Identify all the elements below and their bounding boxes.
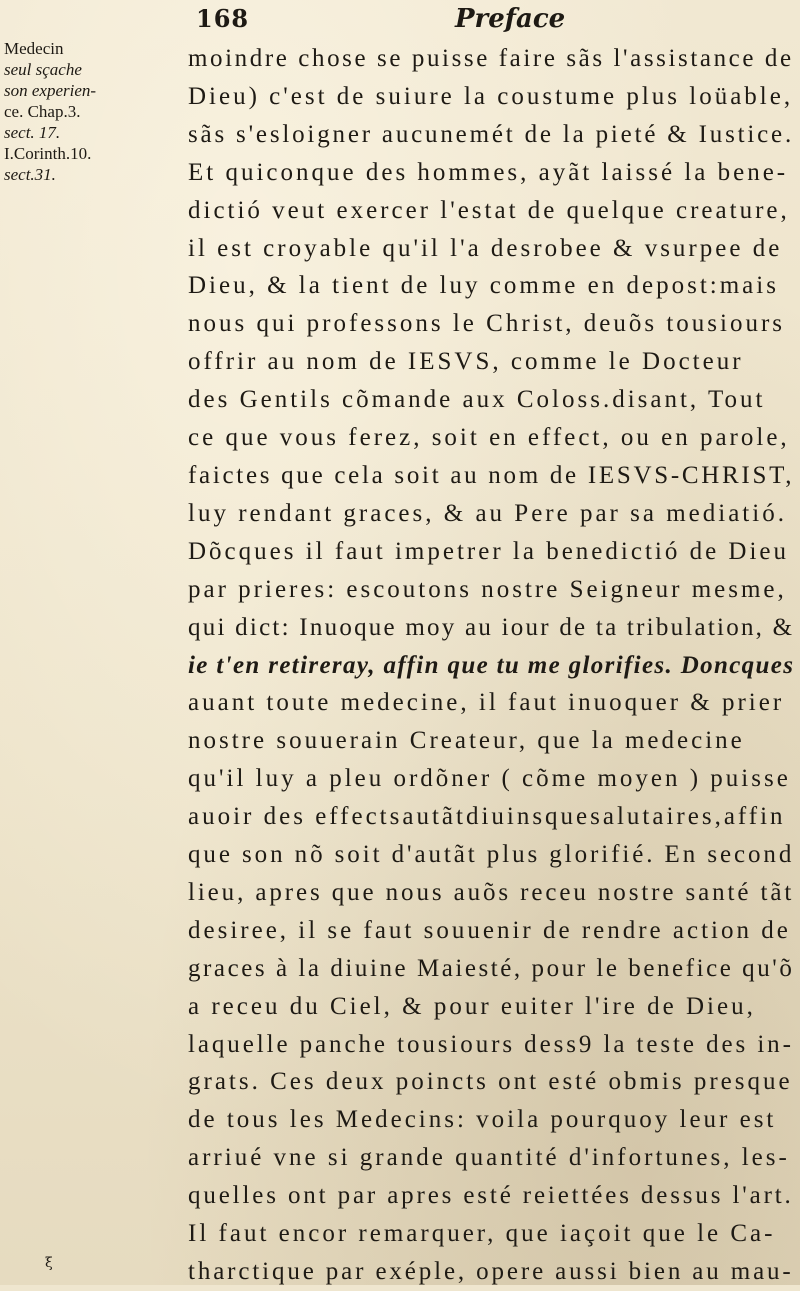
text-line: grats. Ces deux poincts ont esté obmis presque xyxy=(188,1068,793,1096)
text-line: auant toute medecine, il faut inuoquer & prier xyxy=(188,689,785,717)
margin-note: sect.31. xyxy=(4,165,56,184)
text-line: de tous les Medecins: voila pourquoy leur est xyxy=(188,1106,777,1134)
text-line: qu'il luy a pleu ordõner ( cõme moyen ) puisse xyxy=(188,765,791,793)
margin-note: I.Corinth.10. xyxy=(4,144,92,163)
text-line: tharctique par exéple, opere aussi bien au mau- xyxy=(188,1258,794,1285)
text-line: Dieu) c'est de suiure la coustume plus loüable, xyxy=(188,82,794,110)
text-line: offrir au nom de IESVS, comme le Docteur xyxy=(188,348,744,376)
text-line: qui dict: Inuoque moy au iour de ta tribulation, & xyxy=(188,613,794,641)
text-line: arriué vne si grande quantité d'infortunes, les- xyxy=(188,1144,790,1172)
text-line: desiree, il se faut souuenir de rendre action de xyxy=(188,916,791,944)
body-text xyxy=(188,40,794,1291)
margin-note: sect. 17. xyxy=(4,123,61,142)
page-number: 168 xyxy=(196,4,250,33)
margin-notes xyxy=(4,38,184,185)
text-line: moindre chose se puisse faire sãs l'assistance de xyxy=(188,45,794,72)
margin-note: Medecin xyxy=(4,39,64,58)
text-line: luy rendant graces, & au Pere par sa mediatió. xyxy=(188,499,787,527)
page-mark: ξ xyxy=(45,1255,53,1271)
text-line: Il faut encor remarquer, que iaçoit que le Ca- xyxy=(188,1220,776,1248)
page-header xyxy=(0,4,800,40)
text-line: quelles ont par apres esté reiettées dessus l'art. xyxy=(188,1182,794,1210)
text-line: a receu du Ciel, & pour euiter l'ire de Dieu, xyxy=(188,992,756,1020)
running-head: Preface xyxy=(455,4,566,34)
text-line: Dõcques il faut impetrer la benedictió de Dieu xyxy=(188,537,790,565)
text-line: que son nõ soit d'autãt plus glorifié. En second xyxy=(188,841,794,869)
text-line: auoir des effectsautãtdiuinsquesalutaires,affin xyxy=(188,803,786,831)
text-line: lieu, apres que nous auõs receu nostre santé tãt xyxy=(188,878,794,906)
text-line: Dieu, & la tient de luy comme en depost:mais xyxy=(188,272,779,300)
text-line: des Gentils cõmande aux Coloss.disant, Tout xyxy=(188,386,766,414)
margin-note: ce. Chap.3. xyxy=(4,102,81,121)
margin-note: son experien- xyxy=(4,81,97,100)
text-line: nostre souuerain Createur, que la medecine xyxy=(188,727,745,755)
text-line: par prieres: escoutons nostre Seigneur mesme, xyxy=(188,575,787,603)
text-line: graces à la diuine Maiesté, pour le benefice qu'õ xyxy=(188,954,794,982)
text-line: Et quiconque des hommes, ayãt laissé la bene- xyxy=(188,158,789,186)
margin-note: seul sçache xyxy=(4,60,82,79)
text-line: il est croyable qu'il l'a desrobee & vsurpee de xyxy=(188,234,783,262)
text-line: faictes que cela soit au nom de IESVS-CHRIST, xyxy=(188,461,794,489)
text-line: ce que vous ferez, soit en effect, ou en parole, xyxy=(188,424,790,452)
text-line: nous qui professons le Christ, deuõs tousiours xyxy=(188,310,786,338)
text-line: sãs s'esloigner aucunemét de la pieté & Iustice. xyxy=(188,120,794,148)
text-line: ie t'en retireray, affin que tu me glorifies. Doncques xyxy=(188,651,794,679)
text-line: dictió veut exercer l'estat de quelque creature, xyxy=(188,196,790,224)
text-line: laquelle panche tousiours dess9 la teste des in- xyxy=(188,1030,794,1058)
